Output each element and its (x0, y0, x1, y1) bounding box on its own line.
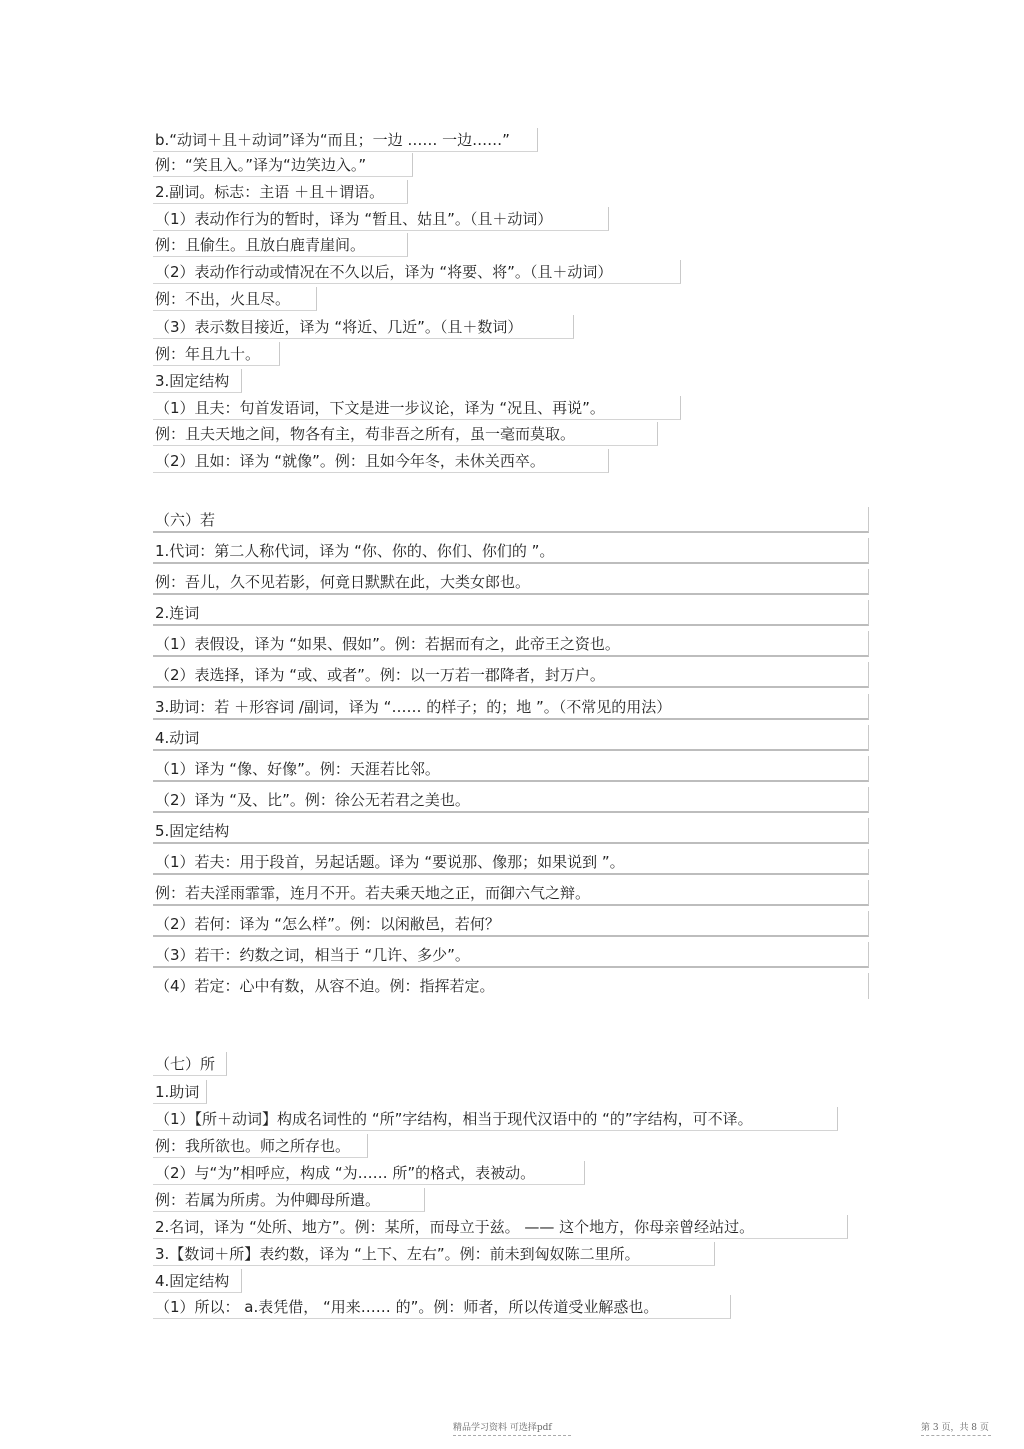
qie-line-fixed-1: （1）且夫：句首发语词，下文是进一步议论，译为 “况且、再说”。 (153, 396, 681, 420)
suo-line-example-1: 例：我所欲也。师之所存也。 (153, 1134, 368, 1158)
ruo-line-conj-1: （1）表假设，译为 “如果、假如”。例：若据而有之，此帝王之资也。 (153, 631, 869, 657)
ruo-line-verb: 4.动词 (153, 725, 869, 751)
qie-line-b: b.“动词＋且＋动词”译为“而且；一边 …… 一边……” (153, 128, 538, 152)
footer-right-divider (921, 1435, 991, 1436)
ruo-line-fixed-3: （3）若干：约数之词，相当于 “几许、多少”。 (153, 942, 869, 968)
qie-line-example-3: 例：不出，火且尽。 (153, 287, 317, 311)
ruo-line-example-2: 例：若夫淫雨霏霏，连月不开。若夫乘天地之正，而御六气之辩。 (153, 880, 869, 906)
ruo-line-fixed: 5.固定结构 (153, 818, 869, 844)
ruo-line-conj: 2.连词 (153, 600, 869, 626)
qie-line-fixed: 3.固定结构 (153, 369, 242, 393)
qie-line-example-5: 例：且夫天地之间，物各有主，苟非吾之所有，虽一毫而莫取。 (153, 422, 658, 446)
qie-line-example-2: 例：且偷生。且放白鹿青崖间。 (153, 233, 408, 257)
suo-line-fixed: 4.固定结构 (153, 1269, 242, 1293)
qie-line-adverb-1: （1）表动作行为的暂时，译为 “暂且、姑且”。（且＋动词） (153, 207, 609, 231)
footer-left-divider (453, 1435, 571, 1436)
qie-line-example-4: 例：年且九十。 (153, 342, 280, 366)
ruo-line-pronoun: 1.代词：第二人称代词，译为 “你、你的、你们、你们的 ”。 (153, 538, 869, 564)
qie-line-adverb-2: （2）表动作行动或情况在不久以后，译为 “将要、将”。（且＋动词） (153, 260, 681, 284)
suo-line-particle-1: （1）【所＋动词】构成名词性的 “所”字结构，相当于现代汉语中的 “的”字结构，可不译。 (153, 1107, 838, 1131)
suo-line-fixed-1: （1）所以： a.表凭借， “用来…… 的”。例：师者，所以传道受业解惑也。 (153, 1295, 731, 1319)
page-number: 第 3 页，共 8 页 (921, 1423, 989, 1433)
qie-line-example-1: 例：“笑且入。”译为“边笑边入。” (153, 153, 413, 177)
ruo-heading: （六）若 (153, 507, 869, 533)
qie-line-fixed-2: （2）且如：译为 “就像”。例：且如今年冬，未休关西卒。 (153, 449, 609, 473)
qie-line-adverb: 2.副词。标志：主语 ＋且＋谓语。 (153, 180, 408, 204)
suo-line-noun: 2.名词，译为 “处所、地方”。例：某所，而母立于兹。 —— 这个地方，你母亲曾经站过。 (153, 1215, 848, 1239)
ruo-line-particle: 3.助词：若 ＋形容词 /副词，译为 “…… 的样子；的；地 ”。（不常见的用法） (153, 694, 869, 720)
suo-heading: （七）所 (153, 1052, 227, 1076)
ruo-line-fixed-4: （4）若定：心中有数，从容不迫。例：指挥若定。 (153, 973, 869, 999)
ruo-line-fixed-2: （2）若何：译为 “怎么样”。例：以闲敝邑，若何？ (153, 911, 869, 937)
ruo-line-fixed-1: （1）若夫：用于段首，另起话题。译为 “要说那、像那；如果说到 ”。 (153, 849, 869, 875)
ruo-line-example-1: 例：吾儿，久不见若影，何竟日默默在此，大类女郎也。 (153, 569, 869, 595)
suo-line-example-2: 例：若属为所虏。为仲卿母所遣。 (153, 1188, 425, 1212)
footer-left-text: 精品学习资料 可选择pdf (453, 1423, 552, 1433)
suo-line-particle: 1.助词 (153, 1080, 207, 1104)
ruo-line-verb-2: （2）译为 “及、比”。例：徐公无若君之美也。 (153, 787, 869, 813)
ruo-line-verb-1: （1）译为 “像、好像”。例：天涯若比邻。 (153, 756, 869, 782)
ruo-line-conj-2: （2）表选择，译为 “或、或者”。例：以一万若一郡降者，封万户。 (153, 662, 869, 688)
qie-line-adverb-3: （3）表示数目接近，译为 “将近、几近”。（且＋数词） (153, 315, 574, 339)
suo-line-number: 3.【数词＋所】表约数，译为 “上下、左右”。例：前未到匈奴陈二里所。 (153, 1242, 715, 1266)
suo-line-particle-2: （2）与“为”相呼应，构成 “为…… 所”的格式，表被动。 (153, 1161, 585, 1185)
